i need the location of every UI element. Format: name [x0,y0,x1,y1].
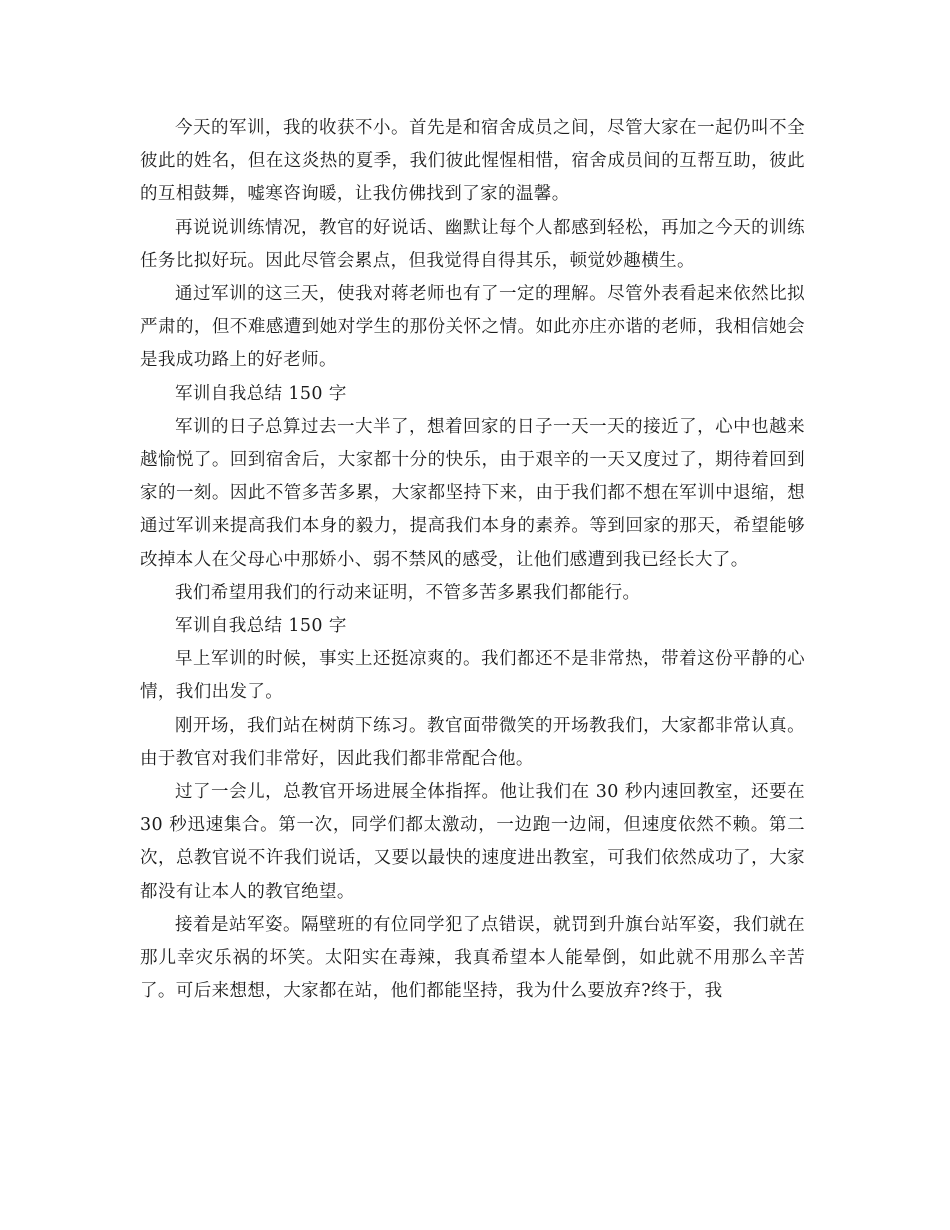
section-heading: 军训自我总结 150 字 [175,616,347,637]
document-body [140,112,805,1008]
paragraph: 通过军训的这三天，使我对蒋老师也有了一定的理解。尽管外表看起来依然比拟严肃的，但不难感遭到她对学生的那份关怀之情。如此亦庄亦谐的老师，我相信她会是我成功路上的好老师。 [140,284,805,371]
paragraph: 早上军训的时候，事实上还挺凉爽的。我们都还不是非常热，带着这份平静的心情，我们出发了。 [140,649,805,703]
paragraph: 过了一会儿，总教官开场进展全体指挥。他让我们在 30 秒内速回教室，还要在 30 秒迅速集合。第一次，同学们都太激动，一边跑一边闹，但速度依然不赖。第二次，总教官说不许我们说话，又要以最快的速度进出教室，可我们依然成功了，大家都没有让本人的教官绝望。 [140,782,805,902]
paragraph: 再说说训练情况，教官的好说话、幽默让每个人都感到轻松，再加之今天的训练任务比拟好玩。因此尽管会累点，但我觉得自得其乐，顿觉妙趣横生。 [140,217,805,271]
paragraph: 刚开场，我们站在树荫下练习。教官面带微笑的开场教我们，大家都非常认真。由于教官对我们非常好，因此我们都非常配合他。 [140,715,805,769]
paragraph: 接着是站军姿。隔壁班的有位同学犯了点错误，就罚到升旗台站军姿，我们就在那儿幸灾乐祸的坏笑。太阳实在毒辣，我真希望本人能晕倒，如此就不用那么辛苦了。可后来想想，大家都在站，他们都能坚持，我为什么要放弃?终于，我 [140,914,805,1002]
section-heading: 军训自我总结 150 字 [175,383,347,404]
paragraph: 军训的日子总算过去一大半了，想着回家的日子一天一天的接近了，心中也越来越愉悦了。回到宿舍后，大家都十分的快乐，由于艰辛的一天又度过了，期待着回到家的一刻。因此不管多苦多累，大家都坚持下来，由于我们都不想在军训中退缩，想通过军训来提高我们本身的毅力，提高我们本身的素养。等到回家的那天，希望能够改掉本人在父母心中那娇小、弱不禁风的感受，让他们感遭到我已经长大了。 [140,416,805,570]
paragraph: 今天的军训，我的收获不小。首先是和宿舍成员之间，尽管大家在一起仍叫不全彼此的姓名，但在这炎热的夏季，我们彼此惺惺相惜，宿舍成员间的互帮互助，彼此的互相鼓舞，嘘寒咨询暖，让我仿佛找到了家的温馨。 [140,118,805,205]
paragraph: 我们希望用我们的行动来证明，不管多苦多累我们都能行。 [175,582,641,603]
